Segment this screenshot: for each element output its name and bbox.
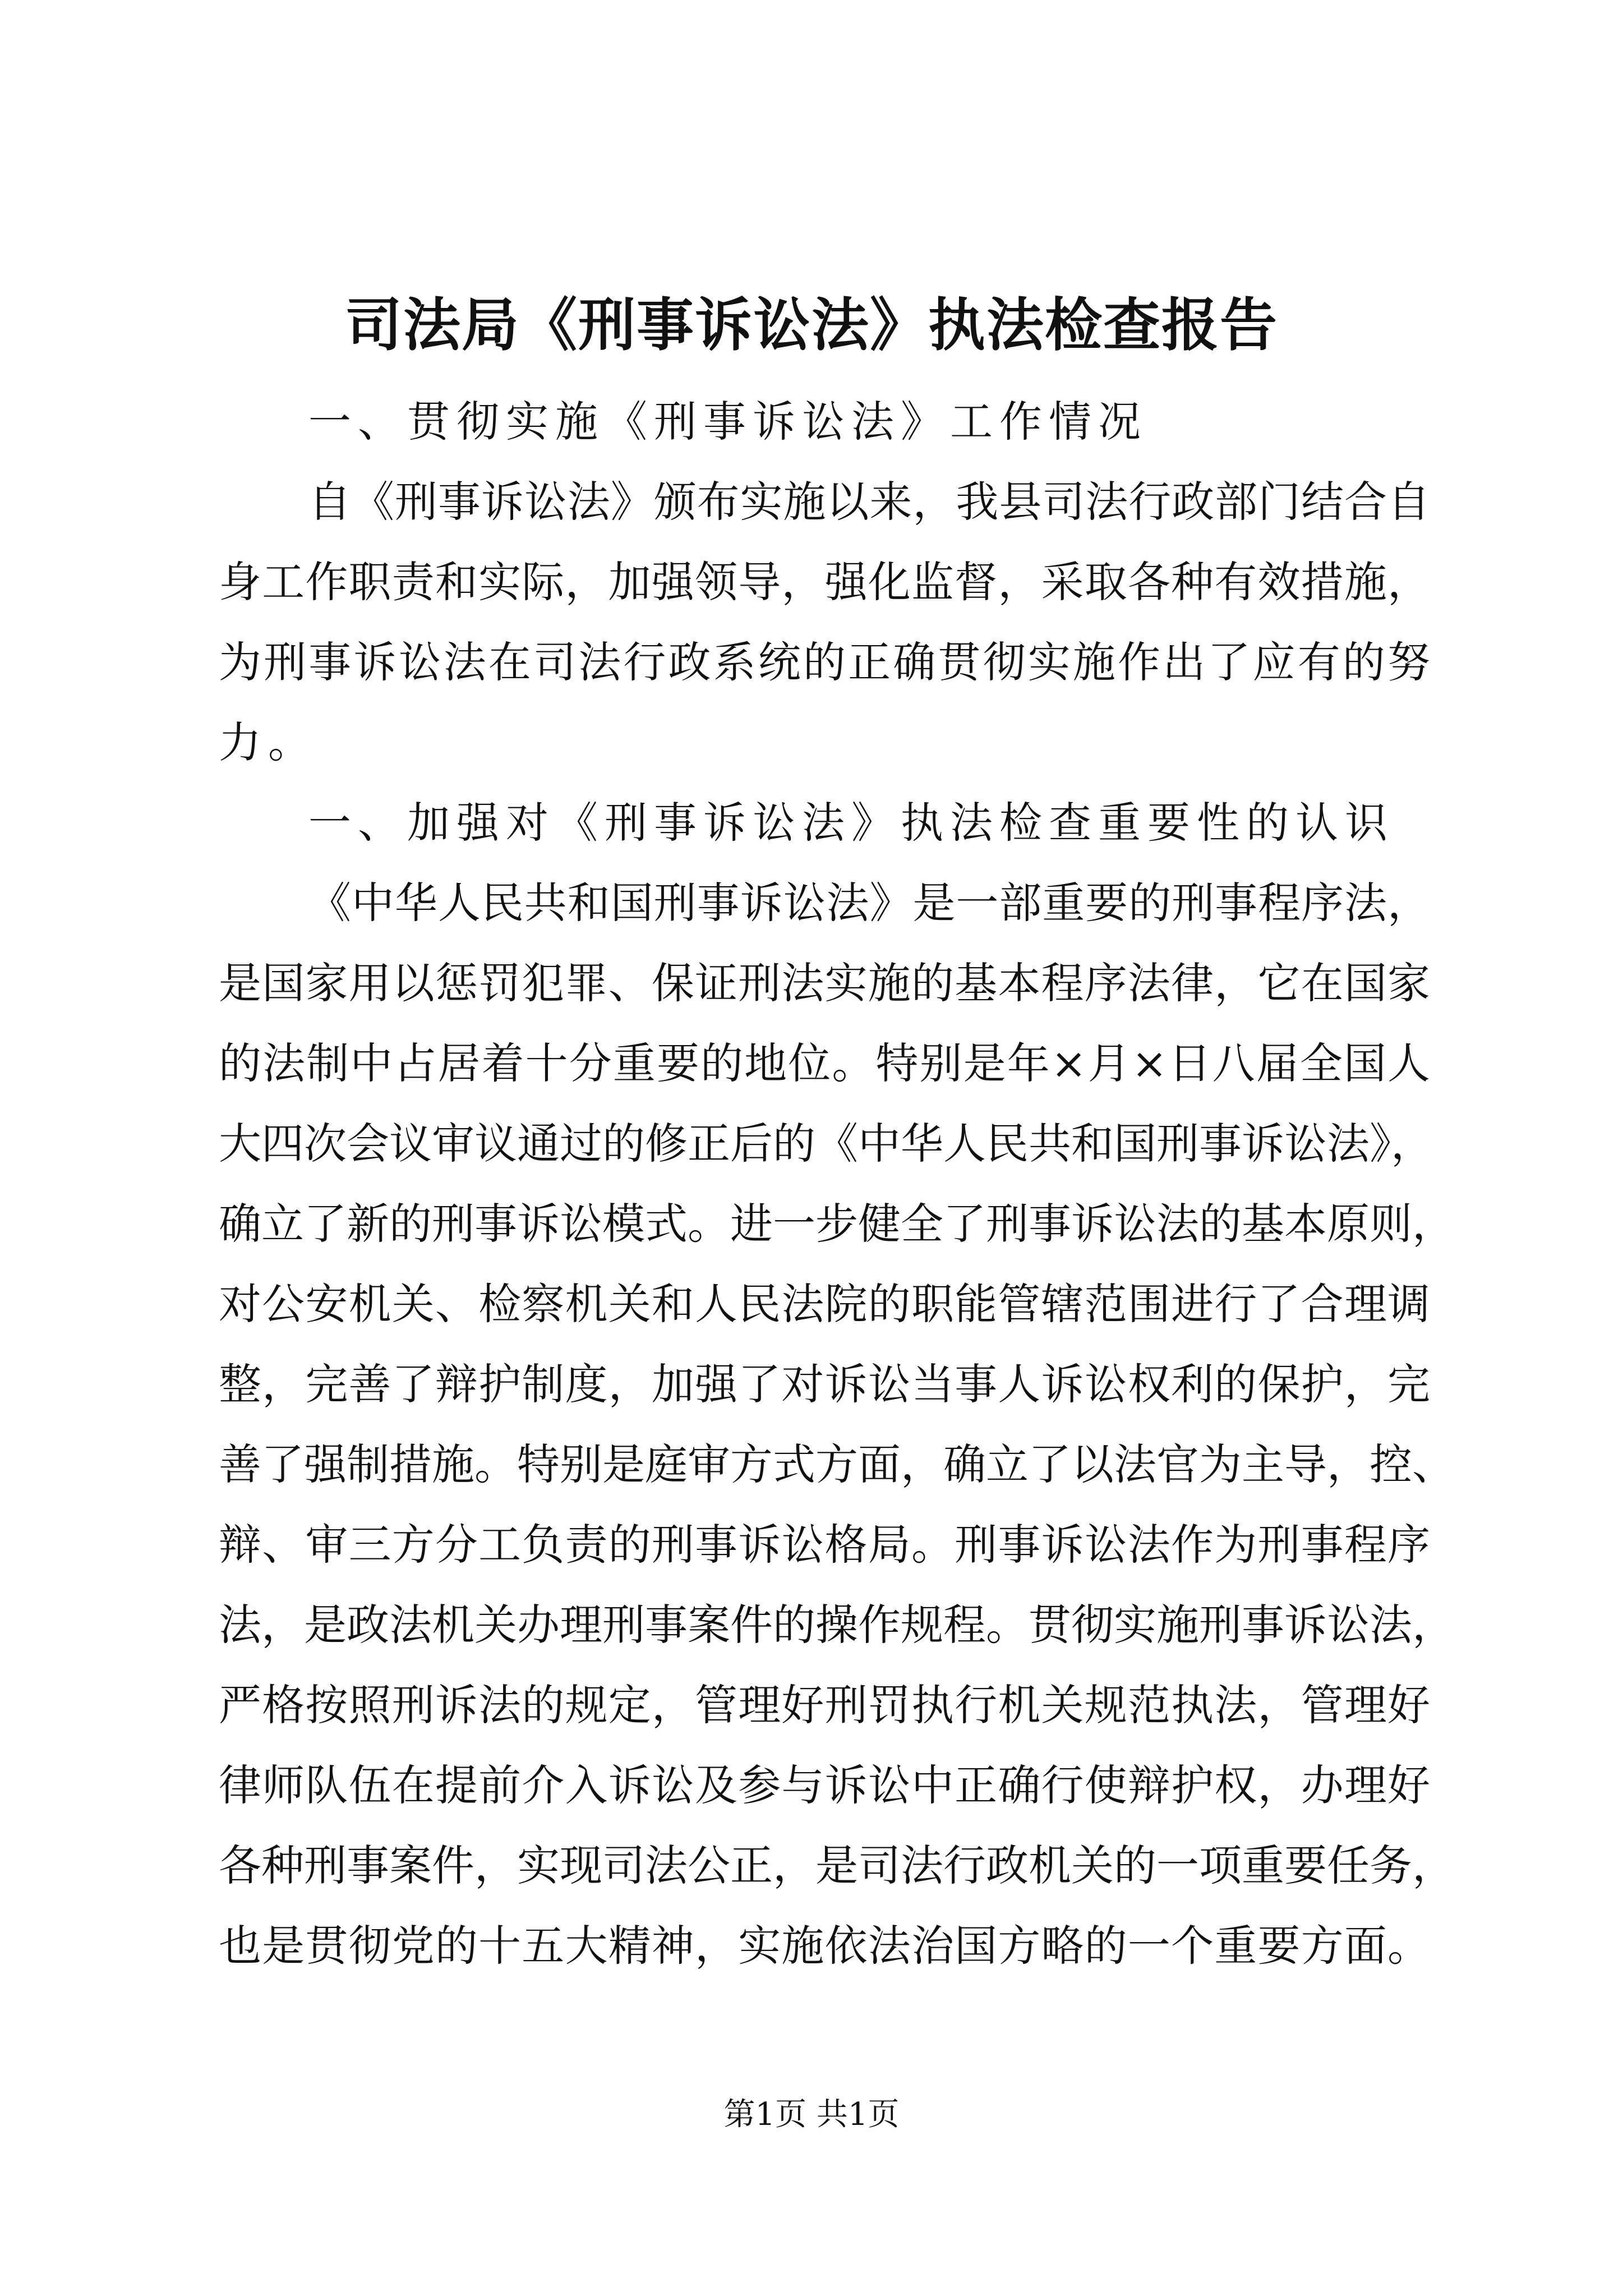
paragraph-line: 的法制中占居着十分重要的地位。特别是年×月×日八届全国人 <box>219 1038 1430 1088</box>
paragraph-line: 严格按照刑诉法的规定，管理好刑罚执行机关规范执法，管理好 <box>219 1680 1430 1730</box>
paragraph-line: 各种刑事案件，实现司法公正，是司法行政机关的一项重要任务， <box>219 1841 1455 1890</box>
paragraph-line: 也是贯彻党的十五大精神，实施依法治国方略的一个重要方面。 <box>219 1921 1430 1971</box>
paragraph-line: 律师队伍在提前介入诉讼及参与诉讼中正确行使辩护权，办理好 <box>219 1760 1430 1810</box>
paragraph-line: 身工作职责和实际，加强领导，强化监督，采取各种有效措施， <box>219 557 1430 607</box>
paragraph-line: 《中华人民共和国刑事诉讼法》是一部重要的刑事程序法， <box>308 878 1430 928</box>
paragraph-line: 为刑事诉讼法在司法行政系统的正确贯彻实施作出了应有的努 <box>219 637 1430 687</box>
document-body <box>219 381 1455 1986</box>
paragraph-line: 确立了新的刑事诉讼模式。进一步健全了刑事诉讼法的基本原则， <box>219 1199 1455 1249</box>
paragraph-line: 辩、审三方分工负责的刑事诉讼格局。刑事诉讼法作为刑事程序 <box>219 1520 1430 1570</box>
paragraph-line: 力。 <box>219 717 317 767</box>
section-heading-1: 一、贯彻实施《刑事诉讼法》工作情况 <box>308 397 1147 447</box>
paragraph-line: 对公安机关、检察机关和人民法院的职能管辖范围进行了合理调 <box>219 1279 1430 1329</box>
paragraph-line: 自《刑事诉讼法》颁布实施以来，我县司法行政部门结合自 <box>308 477 1430 527</box>
paragraph-line: 法，是政法机关办理刑事案件的操作规程。贯彻实施刑事诉讼法， <box>219 1600 1455 1650</box>
paragraph-line: 整，完善了辩护制度，加强了对诉讼当事人诉讼权利的保护，完 <box>219 1359 1430 1409</box>
paragraph-line: 是国家用以惩罚犯罪、保证刑法实施的基本程序法律，它在国家 <box>219 958 1430 1008</box>
page-footer: 第1页 共1页 <box>723 2096 900 2133</box>
document-title: 司法局《刑事诉讼法》执法检查报告 <box>345 292 1278 359</box>
paragraph-line: 善了强制措施。特别是庭审方式方面，确立了以法官为主导，控、 <box>219 1439 1455 1489</box>
section-heading-2: 一、加强对《刑事诉讼法》执法检查重要性的认识 <box>308 798 1394 848</box>
paragraph-line: 大四次会议审议通过的修正后的《中华人民共和国刑事诉讼法》， <box>219 1119 1433 1168</box>
